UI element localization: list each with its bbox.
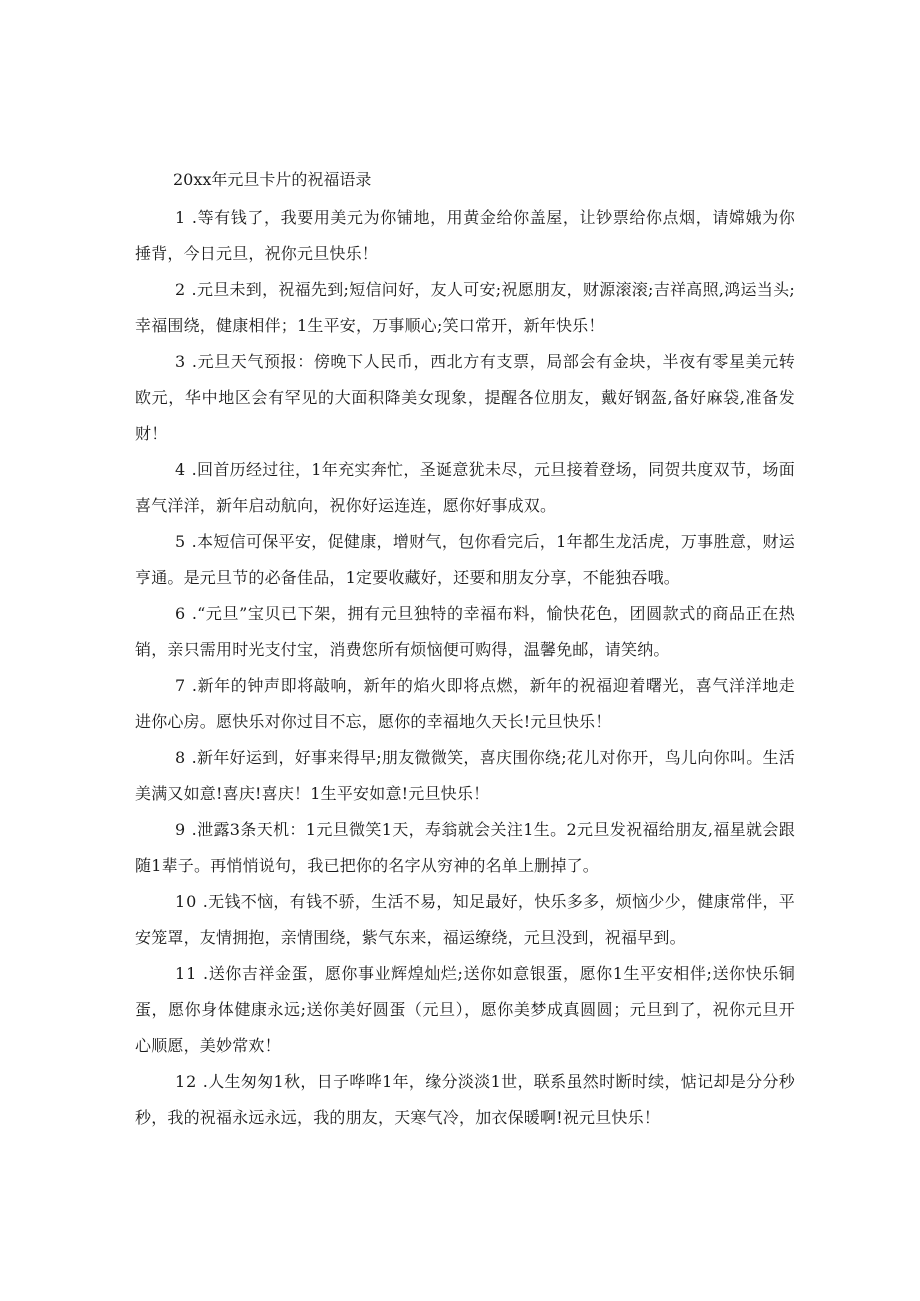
item-text: “元旦”宝贝已下架，拥有元旦独特的幸福布料，愉快花色，团圆款式的商品正在热销，亲只需用时光支付宝，消费您所有烦恼便可购得，温馨免邮，请笑纳。 xyxy=(135,604,795,659)
item-separator: . xyxy=(186,352,198,371)
blessing-item xyxy=(135,524,795,596)
item-text: 元旦天气预报：傍晚下人民币，西北方有支票，局部会有金块，半夜有零星美元转欧元，华中地区会有罕见的大面积降美女现象，提醒各位朋友，戴好钢盔,备好麻袋,准备发财！ xyxy=(135,352,795,443)
blessing-item xyxy=(135,740,795,812)
item-number: 3 xyxy=(175,352,187,371)
item-number: 2 xyxy=(175,280,187,299)
item-text: 等有钱了，我要用美元为你铺地，用黄金给你盖屋，让钞票给你点烟，请嫦娥为你捶背，今日元旦，祝你元旦快乐！ xyxy=(135,208,795,263)
item-separator: . xyxy=(197,892,209,911)
item-text: 无钱不恼，有钱不骄，生活不易，知足最好，快乐多多，烦恼少少，健康常伴，平安笼罩，友情拥抱，亲情围绕，紫气东来，福运缭绕，元旦没到，祝福早到。 xyxy=(135,892,796,947)
document-page xyxy=(135,160,795,1136)
item-number: 12 xyxy=(175,1072,198,1091)
blessing-item xyxy=(135,668,795,740)
item-number: 10 xyxy=(175,892,198,911)
blessing-item xyxy=(135,272,795,344)
item-separator: . xyxy=(197,1072,209,1091)
blessing-item xyxy=(135,812,795,884)
item-text: 人生匆匆1秋，日子哗哗1年，缘分淡淡1世，联系虽然时断时续，惦记却是分分秒秒，我的祝福永远永远，我的朋友，天寒气冷，加衣保暖啊!祝元旦快乐！ xyxy=(135,1072,795,1127)
item-separator: . xyxy=(186,604,198,623)
item-number: 4 xyxy=(175,460,187,479)
item-separator: . xyxy=(186,820,197,839)
item-number: 6 xyxy=(175,604,187,623)
blessing-item xyxy=(135,344,795,452)
item-separator: . xyxy=(186,748,197,767)
item-text: 泄露3条天机：1元旦微笑1天，寿翁就会关注1生。2元旦发祝福给朋友,福星就会跟随1辈子。再悄悄说句，我已把你的名字从穷神的名单上删掉了。 xyxy=(135,820,795,875)
item-number: 1 xyxy=(175,208,187,227)
item-text: 元旦未到，祝福先到;短信问好，友人可安;祝愿朋友，财源滚滚;吉祥高照,鸿运当头;幸福围绕，健康相伴；1生平安，万事顺心;笑口常开，新年快乐！ xyxy=(135,280,795,335)
item-number: 9 xyxy=(175,820,187,839)
item-text: 新年好运到，好事来得早;朋友微微笑，喜庆围你绕;花儿对你开，鸟儿向你叫。生活美满又如意!喜庆!喜庆！1生平安如意!元旦快乐！ xyxy=(135,748,795,803)
item-separator: . xyxy=(186,676,198,695)
item-text: 送你吉祥金蛋，愿你事业辉煌灿烂;送你如意银蛋，愿你1生平安相伴;送你快乐铜蛋，愿你身体健康永远;送你美好圆蛋（元旦），愿你美梦成真圆圆；元旦到了，祝你元旦开心顺愿，美妙常欢！ xyxy=(135,964,795,1055)
item-number: 11 xyxy=(175,964,198,983)
document-title: 20xx年元旦卡片的祝福语录 xyxy=(173,170,372,189)
item-text: 本短信可保平安，促健康，增财气，包你看完后，1年都生龙活虎，万事胜意，财运亨通。是元旦节的必备佳品，1定要收藏好，还要和朋友分享，不能独吞哦。 xyxy=(135,532,795,587)
item-separator: . xyxy=(186,532,197,551)
blessing-list xyxy=(135,200,795,1136)
item-number: 7 xyxy=(175,676,187,695)
item-separator: . xyxy=(186,280,197,299)
item-separator: . xyxy=(186,460,197,479)
item-number: 8 xyxy=(175,748,187,767)
blessing-item xyxy=(135,200,795,272)
blessing-item xyxy=(135,596,795,668)
blessing-item xyxy=(135,956,795,1064)
blessing-item xyxy=(135,1064,795,1136)
item-separator: . xyxy=(186,208,198,227)
item-separator: . xyxy=(197,964,209,983)
item-text: 回首历经过往，1年充实奔忙，圣诞意犹未尽，元旦接着登场，同贺共度双节，场面喜气洋洋，新年启动航向，祝你好运连连，愿你好事成双。 xyxy=(135,460,795,515)
blessing-item xyxy=(135,452,795,524)
blessing-item xyxy=(135,884,795,956)
item-text: 新年的钟声即将敲响，新年的焰火即将点燃，新年的祝福迎着曙光，喜气洋洋地走进你心房。愿快乐对你过目不忘，愿你的幸福地久天长!元旦快乐！ xyxy=(135,676,795,731)
item-number: 5 xyxy=(175,532,187,551)
